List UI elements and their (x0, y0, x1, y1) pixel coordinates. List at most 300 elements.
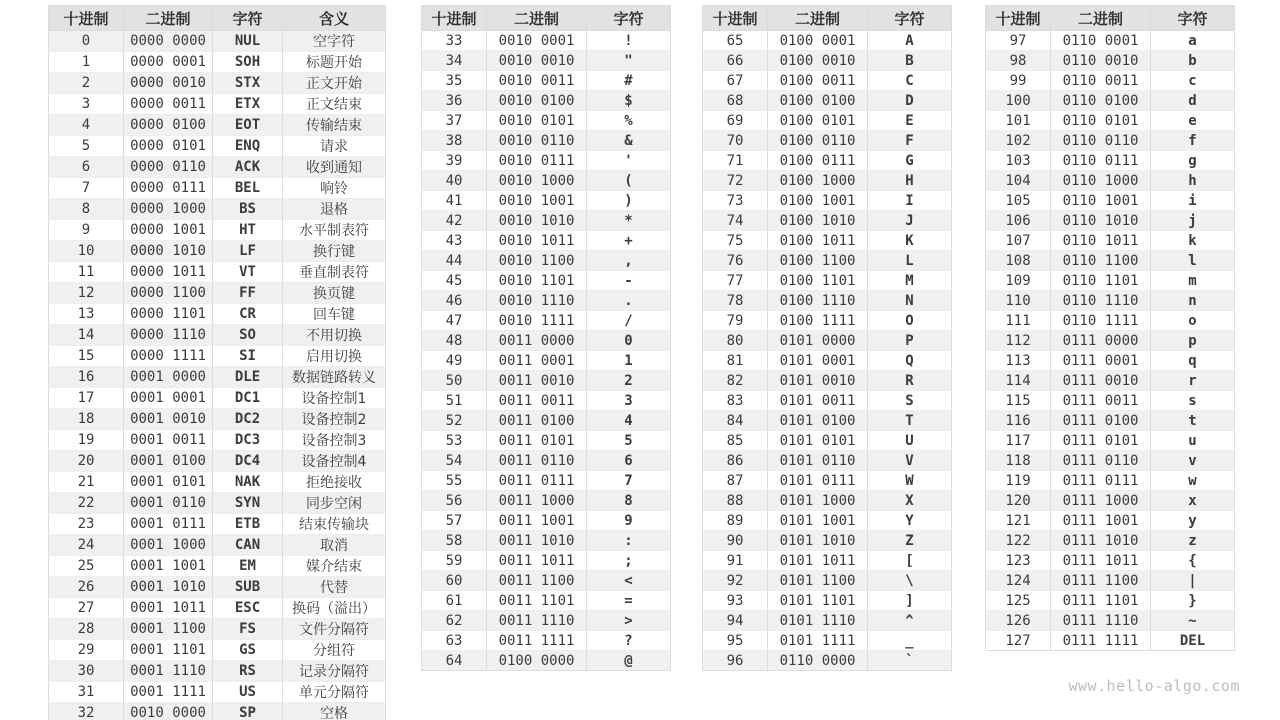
dec-cell: 86 (703, 451, 768, 471)
table-row (703, 91, 952, 111)
bin-cell: 0000 0011 (124, 94, 213, 115)
bin-cell: 0010 1100 (487, 251, 587, 271)
dec-cell: 61 (422, 591, 487, 611)
table-row (986, 311, 1235, 331)
bin-cell: 0110 0000 (768, 651, 868, 671)
dec-cell: 76 (703, 251, 768, 271)
column-header-decimal: 十进制 (703, 6, 768, 31)
char-cell: c (1151, 71, 1235, 91)
bin-cell: 0010 0110 (487, 131, 587, 151)
table-row (703, 651, 952, 671)
table-row (703, 431, 952, 451)
bin-cell: 0000 0010 (124, 73, 213, 94)
bin-cell: 0100 0100 (768, 91, 868, 111)
bin-cell: 0010 1101 (487, 271, 587, 291)
bin-cell: 0010 0000 (124, 703, 213, 720)
table-row (986, 131, 1235, 151)
table-row (49, 178, 386, 199)
bin-cell: 0111 1111 (1051, 631, 1151, 651)
bin-cell: 0000 0100 (124, 115, 213, 136)
char-cell: LF (213, 241, 283, 262)
char-cell: b (1151, 51, 1235, 71)
header-row (986, 6, 1235, 31)
table-row (986, 511, 1235, 531)
char-cell: DC3 (213, 430, 283, 451)
dec-cell: 52 (422, 411, 487, 431)
dec-cell: 69 (703, 111, 768, 131)
table-row (422, 611, 671, 631)
char-cell: 2 (587, 371, 671, 391)
char-cell: HT (213, 220, 283, 241)
char-cell: ^ (868, 611, 952, 631)
char-cell: } (1151, 591, 1235, 611)
char-cell: [ (868, 551, 952, 571)
char-cell: e (1151, 111, 1235, 131)
char-cell: SYN (213, 493, 283, 514)
bin-cell: 0010 1011 (487, 231, 587, 251)
column-header-binary: 二进制 (487, 6, 587, 31)
char-cell: 4 (587, 411, 671, 431)
bin-cell: 0100 0111 (768, 151, 868, 171)
char-cell: V (868, 451, 952, 471)
dec-cell: 19 (49, 430, 124, 451)
dec-cell: 81 (703, 351, 768, 371)
char-cell: _ (868, 631, 952, 651)
bin-cell: 0001 1001 (124, 556, 213, 577)
meaning-cell: 回车键 (283, 304, 386, 325)
table-row (49, 577, 386, 598)
dec-cell: 85 (703, 431, 768, 451)
char-cell: 6 (587, 451, 671, 471)
char-cell: BEL (213, 178, 283, 199)
table-row (986, 171, 1235, 191)
bin-cell: 0001 0111 (124, 514, 213, 535)
bin-cell: 0100 0101 (768, 111, 868, 131)
char-cell: DC2 (213, 409, 283, 430)
dec-cell: 109 (986, 271, 1051, 291)
bin-cell: 0110 1111 (1051, 311, 1151, 331)
bin-cell: 0010 1001 (487, 191, 587, 211)
char-cell: SUB (213, 577, 283, 598)
dec-cell: 57 (422, 511, 487, 531)
char-cell: DC1 (213, 388, 283, 409)
bin-cell: 0000 1110 (124, 325, 213, 346)
dec-cell: 83 (703, 391, 768, 411)
char-cell: SO (213, 325, 283, 346)
table-row (703, 351, 952, 371)
dec-cell: 122 (986, 531, 1051, 551)
dec-cell: 9 (49, 220, 124, 241)
dec-cell: 102 (986, 131, 1051, 151)
char-cell: Z (868, 531, 952, 551)
table-row (703, 271, 952, 291)
table-row (422, 291, 671, 311)
char-cell: . (587, 291, 671, 311)
dec-cell: 91 (703, 551, 768, 571)
tables-row (0, 5, 1235, 720)
bin-cell: 0000 1100 (124, 283, 213, 304)
table-row (986, 111, 1235, 131)
char-cell: ? (587, 631, 671, 651)
table-row (703, 631, 952, 651)
table-row (422, 231, 671, 251)
dec-cell: 78 (703, 291, 768, 311)
bin-cell: 0100 0011 (768, 71, 868, 91)
char-cell: l (1151, 251, 1235, 271)
table-row (703, 171, 952, 191)
table-row (986, 271, 1235, 291)
char-cell: US (213, 682, 283, 703)
dec-cell: 13 (49, 304, 124, 325)
dec-cell: 94 (703, 611, 768, 631)
dec-cell: 5 (49, 136, 124, 157)
meaning-cell: 收到通知 (283, 157, 386, 178)
dec-cell: 124 (986, 571, 1051, 591)
dec-cell: 42 (422, 211, 487, 231)
char-cell: u (1151, 431, 1235, 451)
meaning-cell: 设备控制4 (283, 451, 386, 472)
table-row (986, 471, 1235, 491)
dec-cell: 79 (703, 311, 768, 331)
char-cell: t (1151, 411, 1235, 431)
char-cell: $ (587, 91, 671, 111)
char-cell: N (868, 291, 952, 311)
table-row (703, 291, 952, 311)
dec-cell: 55 (422, 471, 487, 491)
char-cell: < (587, 571, 671, 591)
column-header-binary: 二进制 (124, 6, 213, 31)
char-cell: ; (587, 551, 671, 571)
bin-cell: 0000 0000 (124, 31, 213, 52)
table-row (986, 611, 1235, 631)
char-cell: z (1151, 531, 1235, 551)
char-cell: 0 (587, 331, 671, 351)
char-cell: v (1151, 451, 1235, 471)
column-header-meaning: 含义 (283, 6, 386, 31)
dec-cell: 58 (422, 531, 487, 551)
dec-cell: 11 (49, 262, 124, 283)
dec-cell: 73 (703, 191, 768, 211)
char-cell: m (1151, 271, 1235, 291)
dec-cell: 47 (422, 311, 487, 331)
char-cell: % (587, 111, 671, 131)
bin-cell: 0101 0101 (768, 431, 868, 451)
bin-cell: 0101 0010 (768, 371, 868, 391)
meaning-cell: 响铃 (283, 178, 386, 199)
char-cell: ~ (1151, 611, 1235, 631)
table-row (422, 331, 671, 351)
dec-cell: 25 (49, 556, 124, 577)
dec-cell: 20 (49, 451, 124, 472)
dec-cell: 48 (422, 331, 487, 351)
char-cell: DC4 (213, 451, 283, 472)
dec-cell: 82 (703, 371, 768, 391)
char-cell: DLE (213, 367, 283, 388)
header-row (422, 6, 671, 31)
char-cell: f (1151, 131, 1235, 151)
char-cell: W (868, 471, 952, 491)
bin-cell: 0000 1010 (124, 241, 213, 262)
bin-cell: 0011 1000 (487, 491, 587, 511)
char-cell: Y (868, 511, 952, 531)
bin-cell: 0001 0100 (124, 451, 213, 472)
dec-cell: 50 (422, 371, 487, 391)
table-row (422, 211, 671, 231)
char-cell: y (1151, 511, 1235, 531)
table-row (703, 251, 952, 271)
bin-cell: 0001 0000 (124, 367, 213, 388)
bin-cell: 0000 1101 (124, 304, 213, 325)
bin-cell: 0111 1110 (1051, 611, 1151, 631)
dec-cell: 97 (986, 31, 1051, 51)
table-row (986, 371, 1235, 391)
table-row (703, 371, 952, 391)
bin-cell: 0010 0010 (487, 51, 587, 71)
char-cell: n (1151, 291, 1235, 311)
table-row (703, 331, 952, 351)
table-row (422, 131, 671, 151)
bin-cell: 0000 1001 (124, 220, 213, 241)
char-cell: ETB (213, 514, 283, 535)
table-row (986, 491, 1235, 511)
bin-cell: 0010 1000 (487, 171, 587, 191)
char-cell: x (1151, 491, 1235, 511)
char-cell: U (868, 431, 952, 451)
table-row (703, 491, 952, 511)
bin-cell: 0011 0100 (487, 411, 587, 431)
dec-cell: 75 (703, 231, 768, 251)
bin-cell: 0111 1101 (1051, 591, 1151, 611)
char-cell: E (868, 111, 952, 131)
dec-cell: 40 (422, 171, 487, 191)
table-row (49, 304, 386, 325)
header-row (703, 6, 952, 31)
table-row (422, 591, 671, 611)
dec-cell: 105 (986, 191, 1051, 211)
bin-cell: 0100 1100 (768, 251, 868, 271)
meaning-cell: 文件分隔符 (283, 619, 386, 640)
dec-cell: 116 (986, 411, 1051, 431)
table-row (703, 531, 952, 551)
bin-cell: 0101 1011 (768, 551, 868, 571)
char-cell: X (868, 491, 952, 511)
bin-cell: 0011 1101 (487, 591, 587, 611)
bin-cell: 0101 1100 (768, 571, 868, 591)
table-row (422, 251, 671, 271)
char-cell: FS (213, 619, 283, 640)
table-row (422, 431, 671, 451)
meaning-cell: 分组符 (283, 640, 386, 661)
char-cell: " (587, 51, 671, 71)
column-header-binary: 二进制 (1051, 6, 1151, 31)
table-row (703, 311, 952, 331)
table-row (986, 91, 1235, 111)
char-cell: { (1151, 551, 1235, 571)
dec-cell: 87 (703, 471, 768, 491)
dec-cell: 103 (986, 151, 1051, 171)
dec-cell: 39 (422, 151, 487, 171)
bin-cell: 0110 1000 (1051, 171, 1151, 191)
table-row (422, 411, 671, 431)
char-cell: C (868, 71, 952, 91)
char-cell: a (1151, 31, 1235, 51)
table-row (422, 371, 671, 391)
table-row (422, 171, 671, 191)
table-row (49, 703, 386, 720)
dec-cell: 14 (49, 325, 124, 346)
bin-cell: 0011 0111 (487, 471, 587, 491)
bin-cell: 0001 0011 (124, 430, 213, 451)
dec-cell: 34 (422, 51, 487, 71)
meaning-cell: 标题开始 (283, 52, 386, 73)
bin-cell: 0001 1010 (124, 577, 213, 598)
table-row (422, 31, 671, 51)
ascii-table-uppercase (702, 5, 952, 671)
dec-cell: 3 (49, 94, 124, 115)
dec-cell: 26 (49, 577, 124, 598)
char-cell: G (868, 151, 952, 171)
column-header-binary: 二进制 (768, 6, 868, 31)
char-cell: h (1151, 171, 1235, 191)
table-row (986, 231, 1235, 251)
char-cell: ACK (213, 157, 283, 178)
table-row (49, 346, 386, 367)
char-cell: p (1151, 331, 1235, 351)
char-cell: ' (587, 151, 671, 171)
bin-cell: 0110 1011 (1051, 231, 1151, 251)
dec-cell: 53 (422, 431, 487, 451)
bin-cell: 0100 1101 (768, 271, 868, 291)
dec-cell: 21 (49, 472, 124, 493)
dec-cell: 111 (986, 311, 1051, 331)
table-row (422, 571, 671, 591)
char-cell: SP (213, 703, 283, 720)
char-cell: A (868, 31, 952, 51)
dec-cell: 0 (49, 31, 124, 52)
bin-cell: 0010 0011 (487, 71, 587, 91)
dec-cell: 56 (422, 491, 487, 511)
dec-cell: 33 (422, 31, 487, 51)
dec-cell: 101 (986, 111, 1051, 131)
table-row (49, 598, 386, 619)
bin-cell: 0111 0010 (1051, 371, 1151, 391)
bin-cell: 0101 0000 (768, 331, 868, 351)
char-cell: F (868, 131, 952, 151)
char-cell: # (587, 71, 671, 91)
bin-cell: 0010 0100 (487, 91, 587, 111)
bin-cell: 0000 1000 (124, 199, 213, 220)
table-row (703, 231, 952, 251)
table-row (49, 241, 386, 262)
bin-cell: 0001 1101 (124, 640, 213, 661)
table-row (986, 411, 1235, 431)
table-row (49, 535, 386, 556)
watermark: www.hello-algo.com (1068, 677, 1240, 695)
meaning-cell: 设备控制2 (283, 409, 386, 430)
bin-cell: 0110 1101 (1051, 271, 1151, 291)
meaning-cell: 空字符 (283, 31, 386, 52)
table-row (49, 52, 386, 73)
bin-cell: 0000 0110 (124, 157, 213, 178)
char-cell: ENQ (213, 136, 283, 157)
meaning-cell: 不用切换 (283, 325, 386, 346)
char-cell: \ (868, 571, 952, 591)
bin-cell: 0001 0010 (124, 409, 213, 430)
char-cell: - (587, 271, 671, 291)
dec-cell: 108 (986, 251, 1051, 271)
dec-cell: 64 (422, 651, 487, 671)
char-cell: 9 (587, 511, 671, 531)
dec-cell: 43 (422, 231, 487, 251)
bin-cell: 0011 1011 (487, 551, 587, 571)
char-cell: FF (213, 283, 283, 304)
dec-cell: 112 (986, 331, 1051, 351)
bin-cell: 0111 0000 (1051, 331, 1151, 351)
bin-cell: 0000 1011 (124, 262, 213, 283)
table-row (703, 71, 952, 91)
meaning-cell: 同步空闲 (283, 493, 386, 514)
table-row (49, 115, 386, 136)
bin-cell: 0001 0110 (124, 493, 213, 514)
table-row (49, 388, 386, 409)
dec-cell: 1 (49, 52, 124, 73)
table-row (422, 631, 671, 651)
table-row (986, 191, 1235, 211)
meaning-cell: 单元分隔符 (283, 682, 386, 703)
char-cell: O (868, 311, 952, 331)
bin-cell: 0110 0111 (1051, 151, 1151, 171)
table-row (49, 619, 386, 640)
table-row (986, 591, 1235, 611)
dec-cell: 29 (49, 640, 124, 661)
char-cell: R (868, 371, 952, 391)
meaning-cell: 垂直制表符 (283, 262, 386, 283)
char-cell: S (868, 391, 952, 411)
bin-cell: 0101 0001 (768, 351, 868, 371)
table-row (986, 151, 1235, 171)
bin-cell: 0011 1001 (487, 511, 587, 531)
bin-cell: 0011 0011 (487, 391, 587, 411)
bin-cell: 0110 1010 (1051, 211, 1151, 231)
dec-cell: 115 (986, 391, 1051, 411)
table-row (703, 111, 952, 131)
ascii-table-punct-digits (421, 5, 671, 671)
table-row (703, 191, 952, 211)
meaning-cell: 换行键 (283, 241, 386, 262)
bin-cell: 0100 0110 (768, 131, 868, 151)
table-row (49, 682, 386, 703)
dec-cell: 18 (49, 409, 124, 430)
table-row (49, 73, 386, 94)
dec-cell: 59 (422, 551, 487, 571)
table-row (49, 94, 386, 115)
bin-cell: 0111 0100 (1051, 411, 1151, 431)
char-cell: CR (213, 304, 283, 325)
bin-cell: 0001 1100 (124, 619, 213, 640)
char-cell: / (587, 311, 671, 331)
meaning-cell: 启用切换 (283, 346, 386, 367)
column-header-decimal: 十进制 (49, 6, 124, 31)
header-row (49, 6, 386, 31)
char-cell: P (868, 331, 952, 351)
dec-cell: 17 (49, 388, 124, 409)
table-row (703, 211, 952, 231)
table-row (49, 262, 386, 283)
meaning-cell: 取消 (283, 535, 386, 556)
char-cell: & (587, 131, 671, 151)
meaning-cell: 请求 (283, 136, 386, 157)
char-cell: BS (213, 199, 283, 220)
